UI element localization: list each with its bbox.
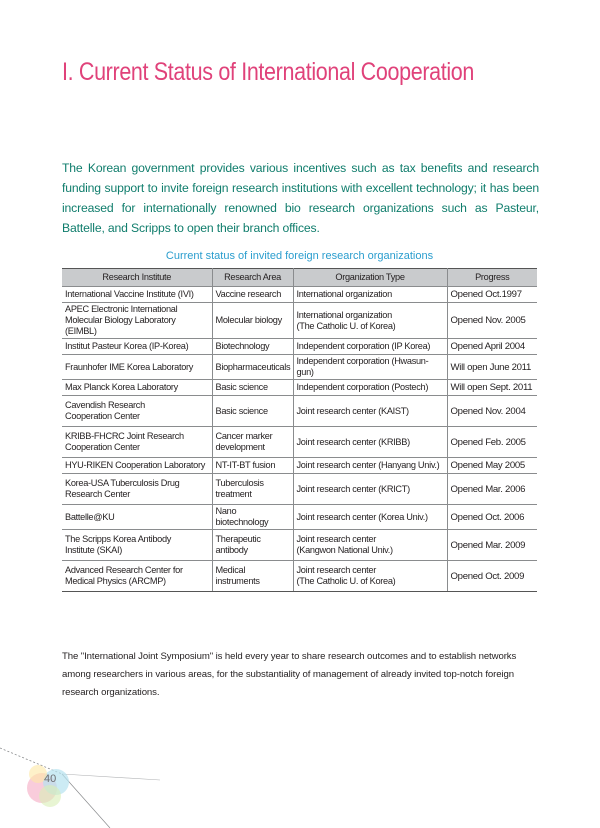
cell-progress: Opened Feb. 2005 — [447, 427, 537, 458]
cell-institute: KRIBB-FHCRC Joint Research Cooperation Center — [62, 427, 212, 458]
column-header-institute: Research Institute — [62, 269, 212, 287]
cell-progress: Opened May 2005 — [447, 458, 537, 474]
cell-type: Joint research center (KRIBB) — [293, 427, 447, 458]
cell-institute: International Vaccine Institute (IVI) — [62, 287, 212, 303]
cell-progress: Opened Oct.1997 — [447, 287, 537, 303]
corner-decoration — [0, 728, 160, 828]
cell-type: Joint research center (The Catholic U. of Korea) — [293, 561, 447, 592]
table-header-row — [62, 269, 537, 287]
cell-type: Independent corporation (Hwasun-gun) — [293, 355, 447, 380]
table-row — [62, 530, 537, 561]
cell-area: Nano biotechnology — [212, 505, 293, 530]
table-row — [62, 474, 537, 505]
cell-institute: Cavendish Research Cooperation Center — [62, 396, 212, 427]
cell-area: Medical instruments — [212, 561, 293, 592]
cell-type: International organization — [293, 287, 447, 303]
cell-area: Cancer marker development — [212, 427, 293, 458]
cell-type: Independent corporation (Postech) — [293, 380, 447, 396]
research-organizations-table — [62, 268, 537, 592]
table-body — [62, 287, 537, 592]
cell-type: Joint research center (Kangwon National Univ.) — [293, 530, 447, 561]
cell-institute: The Scripps Korea Antibody Institute (SKAI) — [62, 530, 212, 561]
table-row — [62, 561, 537, 592]
page-number: 40 — [44, 773, 57, 785]
cell-type: International organization (The Catholic U. of Korea) — [293, 303, 447, 339]
table-row — [62, 287, 537, 303]
cell-type: Joint research center (Hanyang Univ.) — [293, 458, 447, 474]
cell-area: Basic science — [212, 396, 293, 427]
cell-institute: Max Planck Korea Laboratory — [62, 380, 212, 396]
table-row — [62, 505, 537, 530]
cell-area: Molecular biology — [212, 303, 293, 339]
cell-type: Joint research center (KRICT) — [293, 474, 447, 505]
table-row — [62, 339, 537, 355]
cell-progress: Opened Mar. 2006 — [447, 474, 537, 505]
table-row — [62, 355, 537, 380]
thin-line — [62, 774, 160, 780]
cell-progress: Opened Nov. 2005 — [447, 303, 537, 339]
page-title: I. Current Status of International Cooperation — [62, 58, 475, 86]
cell-institute: HYU-RIKEN Cooperation Laboratory — [62, 458, 212, 474]
cell-area: Vaccine research — [212, 287, 293, 303]
table-row — [62, 396, 537, 427]
cell-progress: Opened Oct. 2009 — [447, 561, 537, 592]
table-row — [62, 458, 537, 474]
cell-progress: Will open June 2011 — [447, 355, 537, 380]
cell-progress: Will open Sept. 2011 — [447, 380, 537, 396]
closing-paragraph: The "International Joint Symposium" is held every year to share research outcomes and to establish networks among researchers in various areas, for the substantiality of management of already invited top-notch foreign research organizations. — [62, 651, 517, 698]
column-header-type: Organization Type — [293, 269, 447, 287]
intro-paragraph: The Korean government provides various incentives such as tax benefits and research funding support to invite foreign research institutions with excellent technology; it has been increased for internationally renowned bio research organizations such as Pasteur, Battelle, and Scripps to open their branch offices. — [62, 161, 539, 235]
table-row — [62, 303, 537, 339]
cell-progress: Opened Nov. 2004 — [447, 396, 537, 427]
cell-institute: APEC Electronic International Molecular Biology Laboratory (EIMBL) — [62, 303, 212, 339]
cell-type: Joint research center (Korea Univ.) — [293, 505, 447, 530]
column-header-area: Research Area — [212, 269, 293, 287]
table-caption: Current status of invited foreign research organizations — [165, 250, 434, 262]
cell-area: NT-IT-BT fusion — [212, 458, 293, 474]
cell-type: Joint research center (KAIST) — [293, 396, 447, 427]
cell-institute: Advanced Research Center for Medical Physics (ARCMP) — [62, 561, 212, 592]
cell-institute: Battelle@KU — [62, 505, 212, 530]
cell-type: Independent corporation (IP Korea) — [293, 339, 447, 355]
cell-progress: Opened April 2004 — [447, 339, 537, 355]
cell-institute: Institut Pasteur Korea (IP-Korea) — [62, 339, 212, 355]
cell-institute: Fraunhofer IME Korea Laboratory — [62, 355, 212, 380]
green-circle — [39, 785, 61, 807]
thin-line — [62, 774, 110, 828]
cell-area: Basic science — [212, 380, 293, 396]
cell-area: Therapeutic antibody — [212, 530, 293, 561]
table-row — [62, 427, 537, 458]
table-row — [62, 380, 537, 396]
cell-progress: Opened Oct. 2006 — [447, 505, 537, 530]
cell-area: Tuberculosis treatment — [212, 474, 293, 505]
cell-progress: Opened Mar. 2009 — [447, 530, 537, 561]
cell-area: Biotechnology — [212, 339, 293, 355]
cell-institute: Korea-USA Tuberculosis Drug Research Center — [62, 474, 212, 505]
column-header-progress: Progress — [447, 269, 537, 287]
cell-area: Biopharmaceuticals — [212, 355, 293, 380]
